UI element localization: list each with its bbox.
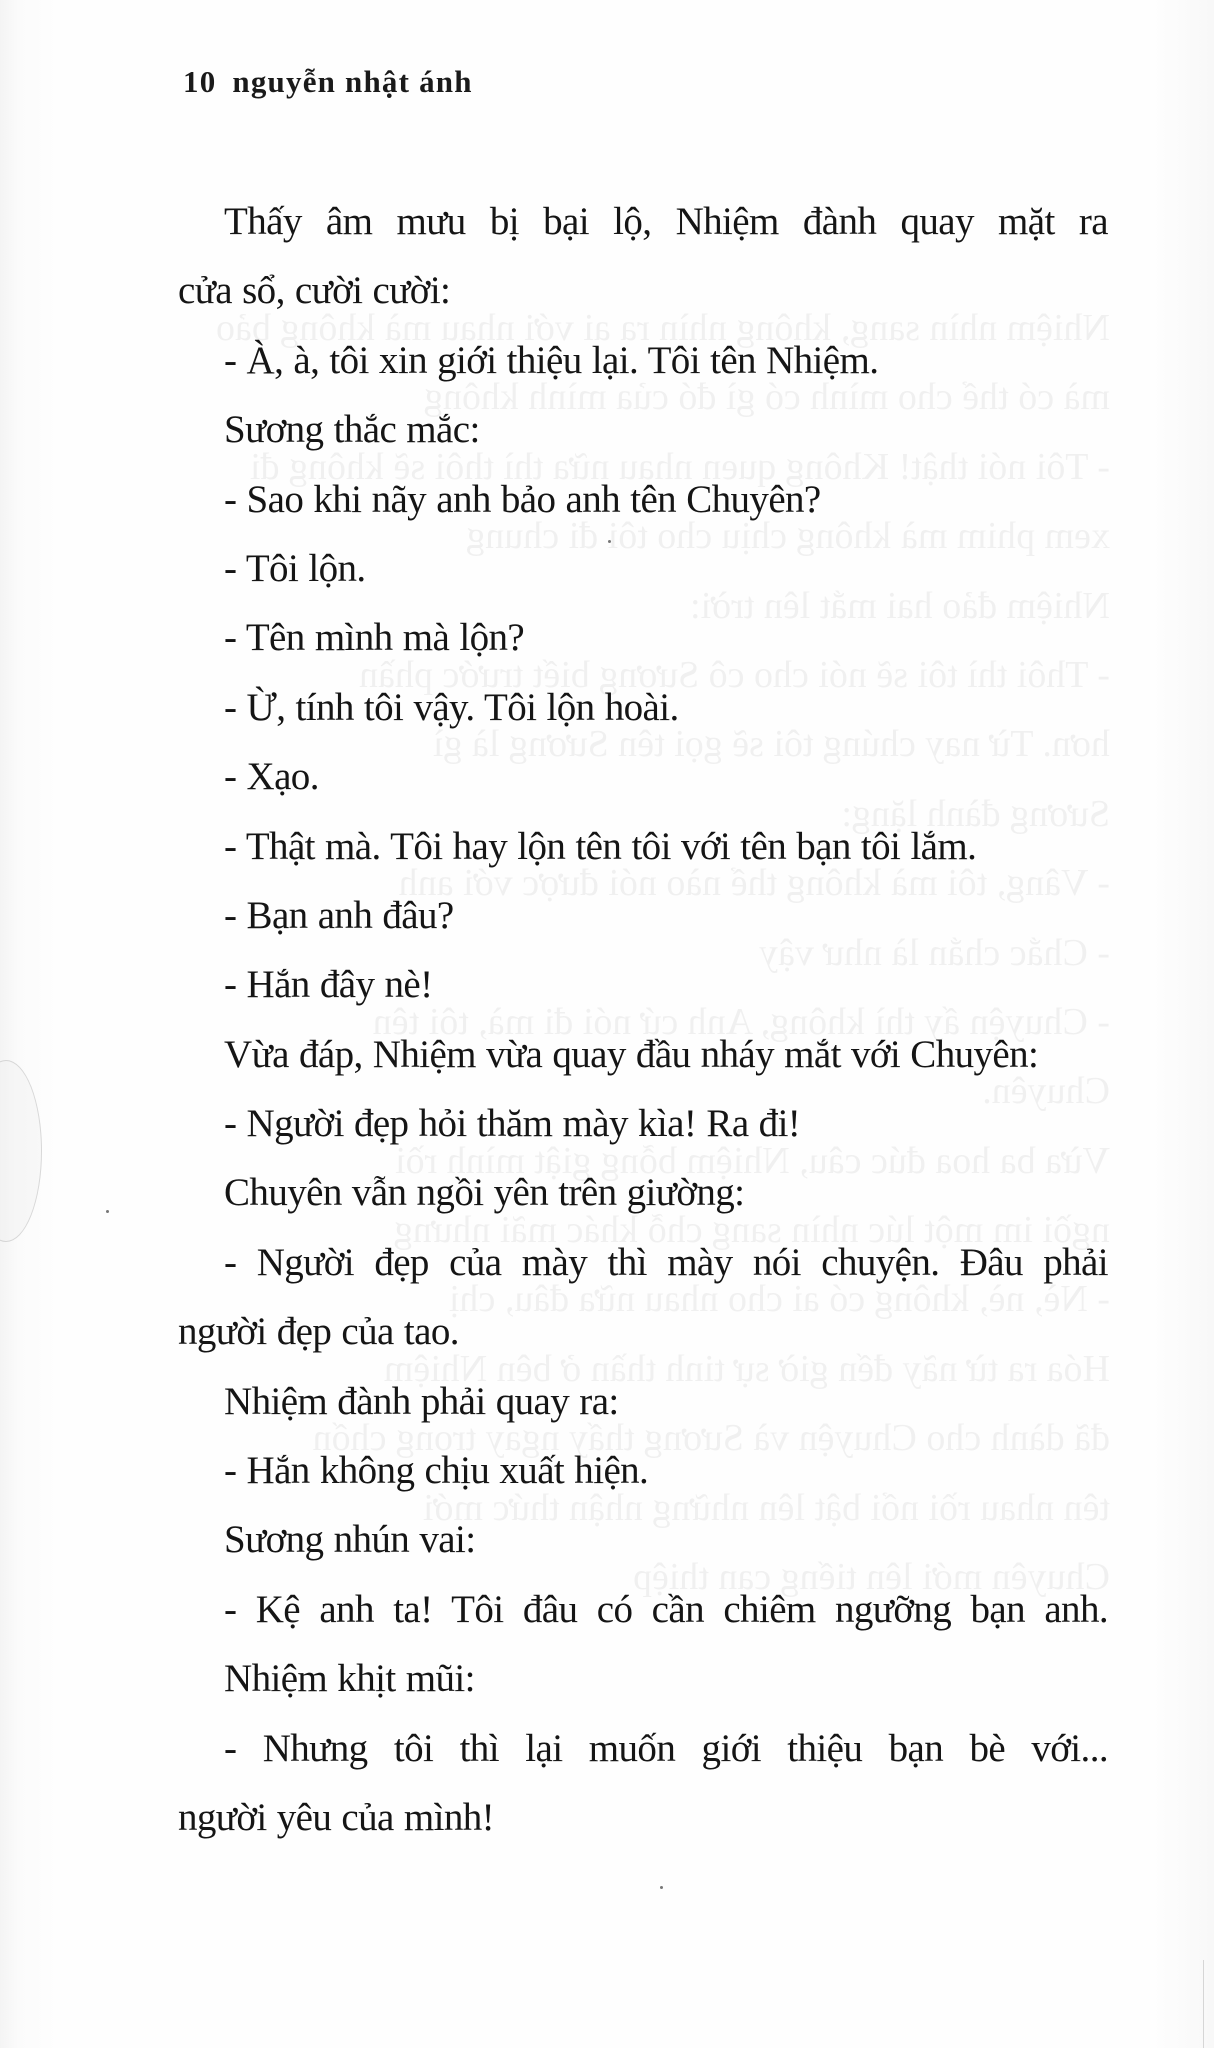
text-line: người đẹp của tao. xyxy=(178,1310,459,1354)
text-line: Vừa đáp, Nhiệm vừa quay đầu nháy mắt với Chuyên: xyxy=(224,1032,1039,1076)
text-line: - À, à, tôi xin giới thiệu lại. Tôi tên Nhiệm. xyxy=(224,338,879,382)
story-text xyxy=(178,194,1108,1859)
text-line: Chuyên vẫn ngồi yên trên giường: xyxy=(224,1171,745,1215)
paper-speck xyxy=(106,1210,109,1213)
page-edge-line xyxy=(1203,1960,1204,2048)
text-line: - Sao khi nãy anh bảo anh tên Chuyên? xyxy=(224,477,821,521)
page-curl xyxy=(0,1060,42,1242)
text-line: - Tôi lộn. xyxy=(224,546,366,590)
text-line: - Ừ, tính tôi vậy. Tôi lộn hoài. xyxy=(224,685,679,729)
text-line: - Kệ anh ta! Tôi đâu có cần chiêm ngưỡng bạn anh. xyxy=(224,1587,1108,1631)
text-line: Sương nhún vai: xyxy=(224,1518,476,1562)
text-line: - Thật mà. Tôi hay lộn tên tôi với tên bạn tôi lắm. xyxy=(224,824,977,868)
page-number: 10 xyxy=(183,64,217,99)
text-line: người yêu của mình! xyxy=(178,1795,495,1839)
text-line: Nhiệm đành phải quay ra: xyxy=(224,1379,619,1423)
text-line: Thấy âm mưu bị bại lộ, Nhiệm đành quay mặt ra xyxy=(224,200,1108,243)
text-line: - Người đẹp của mày thì mày nói chuyện. Đâu phải xyxy=(224,1240,1108,1284)
text-line: - Hắn không chịu xuất hiện. xyxy=(224,1449,649,1493)
bleed-through-text: Nhiệm nhìn sang, không nhìn ra ai với nhau mà không bảo mà có thể cho mình có gì đó của mình không - Tôi nói thật! Không quen nhau nữa thì thôi sẽ không đi xem phim mà không chịu cho tôi đi chung Nhiệm đảo hai mắt lên trời: - Thôi thì tôi sẽ nói cho cô Sương biết trước phần hơn. Từ nay chúng tôi sẽ gọi tên Sương là gì Sương đành lặng: - Vâng, tôi mà không thể nào nói được với anh - Chắc chắn là như vậy - Chuyện ấy thì không, Anh cứ nói đi mà, tôi tên Chuyên. Vừa ba hoa đúc câu, Nhiệm bỗng giật mình rồi ngồi im một lúc nhìn sang chỗ khác mãi nhưng - Nè, nè, không có ai cho nhau nữa đâu, chị Hóa ra từ nãy đến giờ sự tinh thần ở bên Nhiệm đã dành cho Chuyện và Sương thấy ngay trong chốn tên nhau rồi nổi bật lên những nhận thức mới Chuyên mới lên tiếng can thiệp xyxy=(216,307,1110,1599)
text-line: - Bạn anh đâu? xyxy=(224,893,454,937)
paper-speck xyxy=(660,1886,663,1889)
text-line: - Người đẹp hỏi thăm mày kìa! Ra đi! xyxy=(224,1102,801,1146)
text-line: cửa sổ, cười cười: xyxy=(178,269,451,313)
author-name: nguyễn nhật ánh xyxy=(232,64,473,99)
text-line: Nhiệm khịt mũi: xyxy=(224,1657,475,1701)
text-line: - Hắn đây nè! xyxy=(224,963,433,1007)
text-line: - Tên mình mà lộn? xyxy=(224,616,525,660)
text-line: - Nhưng tôi thì lại muốn giới thiệu bạn bè với... xyxy=(224,1726,1108,1770)
running-header xyxy=(183,64,473,100)
text-line: - Xạo. xyxy=(224,755,319,799)
text-line: Sương thắc mắc: xyxy=(224,408,480,452)
